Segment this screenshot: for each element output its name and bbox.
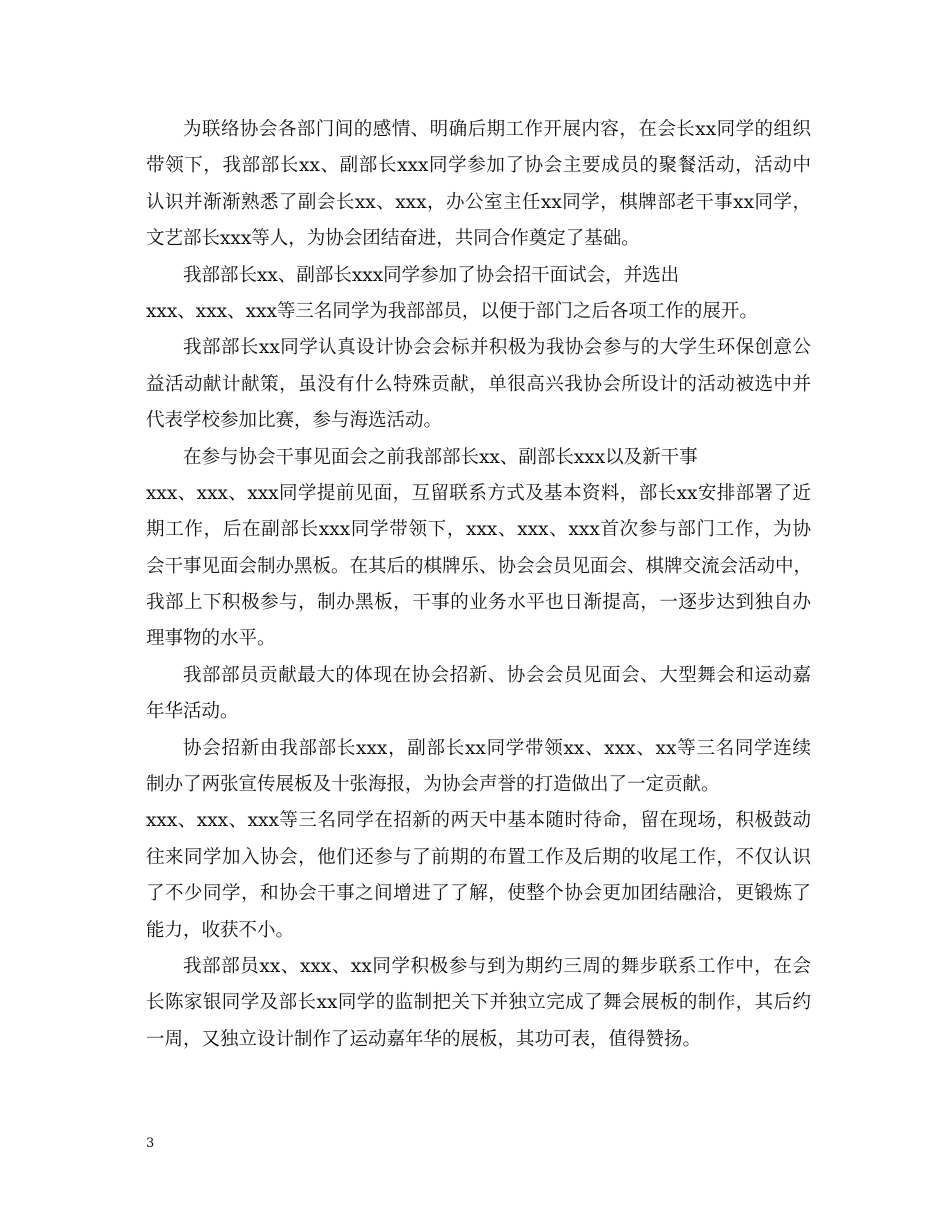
text-line: 往来同学加入协会，他们还参与了前期的布置工作及后期的收尾工作，不仅认识 xyxy=(146,846,811,868)
text-line: xxx、xxx、xxx同学提前见面，互留联系方式及基本资料，部长xx安排部署了近 xyxy=(146,482,811,504)
text-line: 期工作，后在副部长xxx同学带领下，xxx、xxx、xxx首次参与部门工作，为协 xyxy=(146,519,811,541)
text-line: 我部部长xx同学认真设计协会会标并积极为我协会参与的大学生环保创意公 xyxy=(183,337,811,359)
document-body xyxy=(146,112,811,1058)
text-line: 了不少同学，和协会干事之间增进了了解，使整个协会更加团结融洽，更锻炼了 xyxy=(146,883,811,905)
text-line: 我部部员xx、xxx、xx同学积极参与到为期约三周的舞步联系工作中，在会 xyxy=(183,955,811,977)
text-line: 理事物的水平。 xyxy=(146,628,276,650)
text-line: 我部部长xx、副部长xxx同学参加了协会招干面试会，并选出 xyxy=(183,264,680,286)
text-line: 年华活动。 xyxy=(146,701,239,723)
text-line: xxx、xxx、xxx等三名同学为我部部员，以便于部门之后各项工作的展开。 xyxy=(146,300,758,322)
text-line: 在参与协会干事见面会之前我部部长xx、副部长xxx以及新干事 xyxy=(183,446,698,468)
text-line: 认识并渐渐熟悉了副会长xx、xxx，办公室主任xx同学，棋牌部老干事xx同学， xyxy=(146,191,811,213)
text-line: 一周，又独立设计制作了运动嘉年华的展板，其功可表，值得赞扬。 xyxy=(146,1028,702,1050)
text-line: 制办了两张宣传展板及十张海报，为协会声誉的打造做出了一定贡献。 xyxy=(146,774,720,796)
text-line: 我部部员贡献最大的体现在协会招新、协会会员见面会、大型舞会和运动嘉 xyxy=(183,664,811,686)
text-line: xxx、xxx、xxx等三名同学在招新的两天中基本随时待命，留在现场，积极鼓动 xyxy=(146,810,811,832)
text-line: 长陈家银同学及部长xx同学的监制把关下并独立完成了舞会展板的制作，其后约 xyxy=(146,992,811,1014)
text-line: 会干事见面会制办黑板。在其后的棋牌乐、协会会员见面会、棋牌交流会活动中， xyxy=(146,555,813,577)
text-line: 我部上下积极参与，制办黑板，干事的业务水平也日渐提高，一逐步达到独自办 xyxy=(146,592,811,614)
text-line: 代表学校参加比赛，参与海选活动。 xyxy=(146,410,443,432)
page-number: 3 xyxy=(146,1136,155,1151)
text-line: 文艺部长xxx等人，为协会团结奋进，共同合作奠定了基础。 xyxy=(146,228,640,250)
text-line: 益活动献计献策，虽没有什么特殊贡献，单很高兴我协会所设计的活动被选中并 xyxy=(146,373,811,395)
text-line: 协会招新由我部部长xxx，副部长xx同学带领xx、xxx、xx等三名同学连续 xyxy=(183,737,811,759)
text-line: 能力，收获不小。 xyxy=(146,919,295,941)
text-line: 带领下，我部部长xx、副部长xxx同学参加了协会主要成员的聚餐活动，活动中 xyxy=(146,155,811,177)
text-line: 为联络协会各部门间的感情、明确后期工作开展内容，在会长xx同学的组织 xyxy=(183,119,811,140)
